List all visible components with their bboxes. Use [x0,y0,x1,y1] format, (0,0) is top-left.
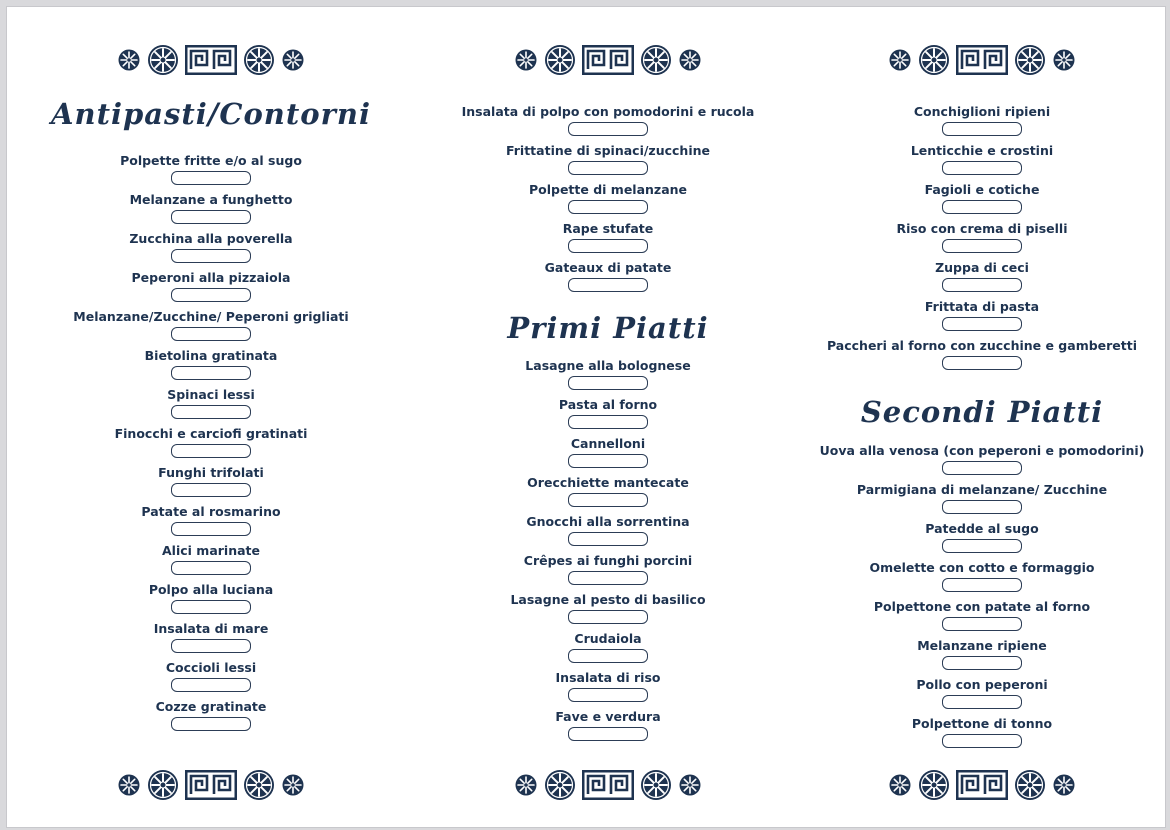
quantity-field[interactable] [568,122,648,136]
menu-item [792,182,1170,221]
menu-item-label: Bietolina gratinata [144,348,278,363]
quantity-field[interactable] [942,356,1022,370]
menu-item [418,104,798,143]
menu-item [21,387,401,426]
menu-item [792,443,1170,482]
quantity-field[interactable] [942,317,1022,331]
menu-item-label: Polpo alla luciana [148,582,274,597]
menu-item-label: Gateaux di patate [544,260,672,275]
ornament-top [888,43,1076,77]
wheel-icon [640,769,672,801]
ornament-top [514,43,702,77]
menu-item-label: Fagioli e cotiche [924,182,1040,197]
asterisk-icon [888,48,912,72]
menu-item [792,521,1170,560]
asterisk-icon [281,773,305,797]
menu-item [21,621,401,660]
quantity-field[interactable] [942,461,1022,475]
menu-item-label: Funghi trifolati [158,465,264,480]
menu-item-label: Patedde al sugo [925,521,1039,536]
menu-item-label: Alici marinate [162,543,260,558]
menu-item-label: Polpette fritte e/o al sugo [120,153,302,168]
quantity-field[interactable] [942,656,1022,670]
quantity-field[interactable] [171,561,251,575]
menu-item-label: Melanzane ripiene [917,638,1047,653]
menu-item [792,716,1170,755]
menu-item-label: Pollo con peperoni [916,677,1048,692]
menu-item-label: Polpettone con patate al forno [873,599,1091,614]
quantity-field[interactable] [171,366,251,380]
wheel-icon [147,44,179,76]
menu-item [418,631,798,670]
menu-item [418,514,798,553]
menu-item-label: Crêpes ai funghi porcini [523,553,693,568]
menu-item-label: Orecchiette mantecate [527,475,689,490]
menu-item [21,699,401,738]
quantity-field[interactable] [171,249,251,263]
menu-item [792,338,1170,377]
asterisk-icon [1052,48,1076,72]
ornament-bottom [117,768,305,802]
asterisk-icon [678,48,702,72]
greek-key-icon [956,45,1008,75]
menu-item-label: Paccheri al forno con zucchine e gamberetti [826,338,1138,353]
menu-item-label: Peperoni alla pizzaiola [131,270,291,285]
asterisk-icon [678,773,702,797]
quantity-field[interactable] [568,200,648,214]
menu-item [792,677,1170,716]
quantity-field[interactable] [942,734,1022,748]
menu-sheet [6,6,1166,828]
menu-item [21,582,401,621]
quantity-field[interactable] [171,522,251,536]
menu-item [792,482,1170,521]
menu-item [418,143,798,182]
menu-item [21,153,401,192]
greek-key-icon [582,45,634,75]
greek-key-icon [185,45,237,75]
menu-item [21,309,401,348]
wheel-icon [544,44,576,76]
asterisk-icon [514,48,538,72]
asterisk-icon [1052,773,1076,797]
menu-item [418,397,798,436]
menu-item [792,260,1170,299]
antipasti-list [21,153,401,738]
quantity-field[interactable] [942,617,1022,631]
quantity-field[interactable] [942,695,1022,709]
menu-item [21,192,401,231]
menu-item-label: Patate al rosmarino [141,504,281,519]
asterisk-icon [888,773,912,797]
quantity-field[interactable] [942,122,1022,136]
wheel-icon [147,769,179,801]
menu-item [418,358,798,397]
quantity-field[interactable] [942,239,1022,253]
menu-item [792,560,1170,599]
quantity-field[interactable] [568,454,648,468]
menu-item [21,426,401,465]
quantity-field[interactable] [568,493,648,507]
quantity-field[interactable] [568,376,648,390]
quantity-field[interactable] [171,171,251,185]
quantity-field[interactable] [568,239,648,253]
wheel-icon [243,769,275,801]
primi-continued-list [792,104,1170,377]
menu-item [792,221,1170,260]
quantity-field[interactable] [171,639,251,653]
quantity-field[interactable] [942,500,1022,514]
asterisk-icon [514,773,538,797]
wheel-icon [640,44,672,76]
menu-column-2 [418,7,798,829]
menu-item [21,270,401,309]
greek-key-icon [185,770,237,800]
menu-item-label: Frittatine di spinaci/zucchine [506,143,710,158]
menu-item [418,670,798,709]
ornament-bottom [888,768,1076,802]
ornament-top [117,43,305,77]
menu-item [21,231,401,270]
menu-item-label: Fave e verdura [555,709,661,724]
menu-item [792,104,1170,143]
section-title-antipasti: Antipasti/Contorni [50,97,372,131]
menu-item-label: Parmigiana di melanzane/ Zucchine [856,482,1108,497]
menu-item-label: Insalata di polpo con pomodorini e rucola [461,104,755,119]
wheel-icon [918,44,950,76]
ornament-bottom [514,768,702,802]
wheel-icon [544,769,576,801]
quantity-field[interactable] [568,688,648,702]
asterisk-icon [117,48,141,72]
menu-item-label: Riso con crema di piselli [896,221,1068,236]
menu-item [418,592,798,631]
menu-item [21,504,401,543]
menu-item-label: Melanzane/Zucchine/ Peperoni grigliati [73,309,349,324]
menu-item-label: Crudaiola [574,631,642,646]
menu-item-label: Cozze gratinate [155,699,267,714]
quantity-field[interactable] [942,278,1022,292]
menu-item-label: Frittata di pasta [924,299,1040,314]
menu-item-label: Lenticchie e crostini [910,143,1054,158]
section-title-primi: Primi Piatti [507,311,709,345]
menu-item [792,599,1170,638]
menu-item-label: Gnocchi alla sorrentina [526,514,690,529]
wheel-icon [918,769,950,801]
menu-item [21,660,401,699]
quantity-field[interactable] [171,483,251,497]
menu-item [418,260,798,299]
menu-item [418,475,798,514]
asterisk-icon [117,773,141,797]
menu-item-label: Conchiglioni ripieni [913,104,1051,119]
asterisk-icon [281,48,305,72]
menu-item [418,709,798,748]
quantity-field[interactable] [568,161,648,175]
primi-list [418,358,798,748]
quantity-field[interactable] [171,327,251,341]
quantity-field[interactable] [171,444,251,458]
menu-item-label: Zucchina alla poverella [129,231,293,246]
menu-item-label: Polpettone di tonno [911,716,1053,731]
section-title-secondi: Secondi Piatti [860,395,1104,429]
secondi-list [792,443,1170,755]
menu-item-label: Insalata di mare [153,621,269,636]
wheel-icon [243,44,275,76]
menu-item-label: Zuppa di ceci [935,260,1029,275]
menu-item-label: Rape stufate [562,221,654,236]
greek-key-icon [956,770,1008,800]
menu-item [792,638,1170,677]
menu-item-label: Lasagne al pesto di basilico [510,592,706,607]
quantity-field[interactable] [942,200,1022,214]
quantity-field[interactable] [171,288,251,302]
quantity-field[interactable] [942,161,1022,175]
quantity-field[interactable] [942,539,1022,553]
quantity-field[interactable] [171,210,251,224]
menu-item-label: Lasagne alla bolognese [525,358,691,373]
menu-item-label: Melanzane a funghetto [129,192,293,207]
menu-item [418,221,798,260]
antipasti-continued-list [418,104,798,299]
menu-item-label: Cannelloni [570,436,646,451]
quantity-field[interactable] [568,610,648,624]
quantity-field[interactable] [171,405,251,419]
quantity-field[interactable] [568,415,648,429]
menu-item [418,436,798,475]
quantity-field[interactable] [171,600,251,614]
quantity-field[interactable] [568,571,648,585]
menu-item [418,182,798,221]
greek-key-icon [582,770,634,800]
menu-item-label: Coccioli lessi [165,660,257,675]
menu-item-label: Spinaci lessi [167,387,255,402]
menu-item-label: Pasta al forno [558,397,658,412]
quantity-field[interactable] [568,278,648,292]
menu-item [21,543,401,582]
menu-item-label: Omelette con cotto e formaggio [869,560,1095,575]
menu-item [418,553,798,592]
menu-item-label: Finocchi e carciofi gratinati [114,426,308,441]
quantity-field[interactable] [568,727,648,741]
menu-item [21,465,401,504]
menu-item [21,348,401,387]
menu-column-3 [792,7,1170,829]
quantity-field[interactable] [171,678,251,692]
menu-column-1 [21,7,401,829]
menu-item-label: Polpette di melanzane [528,182,688,197]
menu-item [792,143,1170,182]
quantity-field[interactable] [171,717,251,731]
wheel-icon [1014,44,1046,76]
quantity-field[interactable] [568,649,648,663]
wheel-icon [1014,769,1046,801]
quantity-field[interactable] [942,578,1022,592]
menu-item-label: Insalata di riso [555,670,661,685]
quantity-field[interactable] [568,532,648,546]
menu-item [792,299,1170,338]
menu-item-label: Uova alla venosa (con peperoni e pomodorini) [819,443,1145,458]
